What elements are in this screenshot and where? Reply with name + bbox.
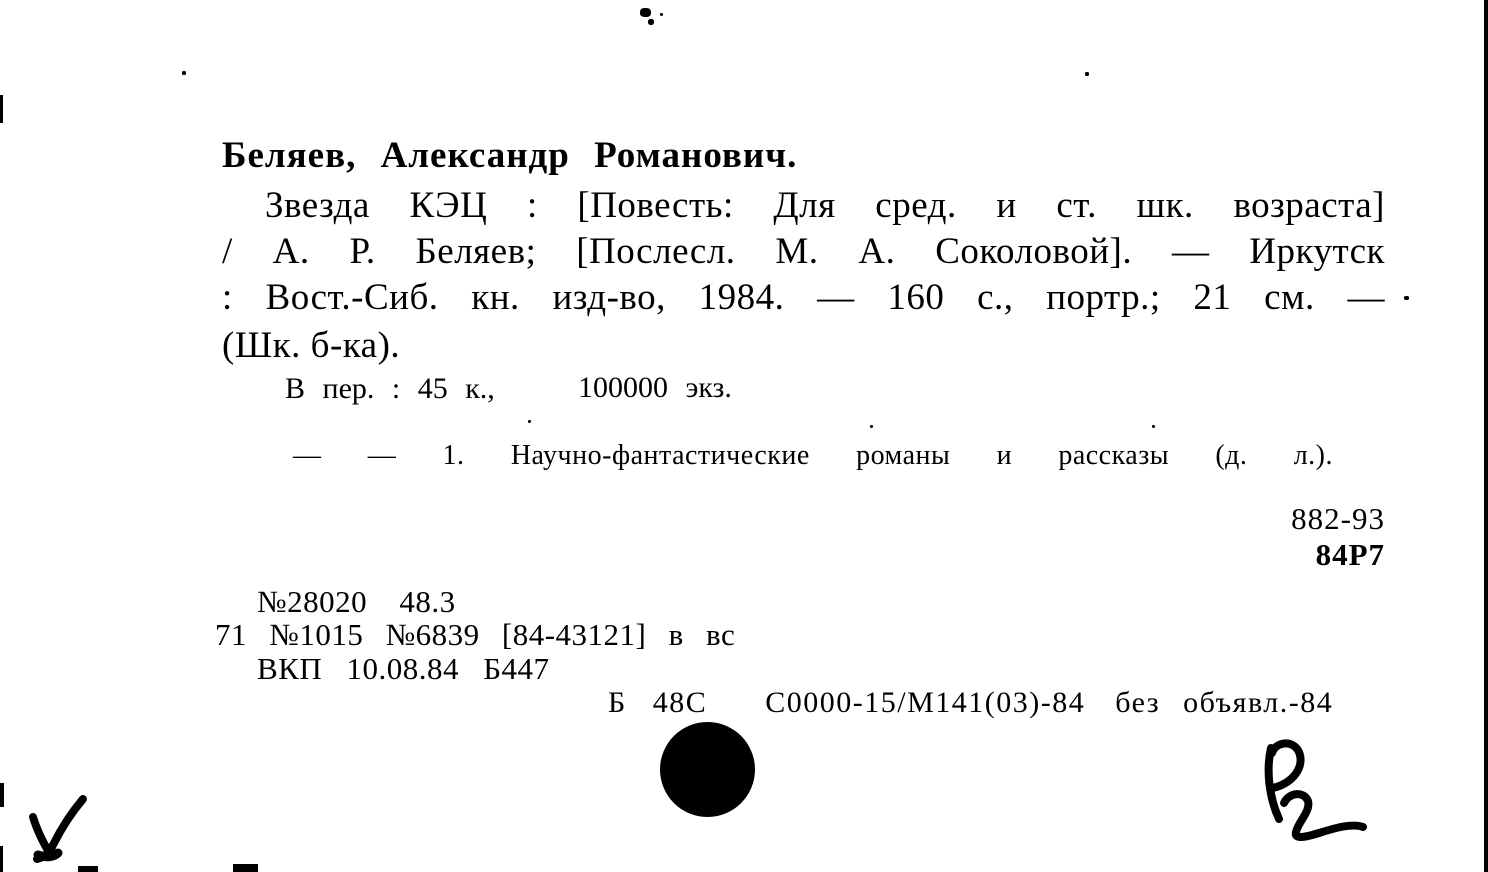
scan-edge-left-mark-2	[0, 783, 4, 807]
print-run: 100000 экз.	[578, 371, 732, 404]
ink-speck	[640, 8, 651, 17]
udc-number: 882-93	[1291, 501, 1385, 536]
handwritten-checkmark	[33, 799, 83, 859]
ink-speck	[1152, 425, 1155, 428]
series-line: (Шк. б-ка).	[222, 325, 401, 366]
order-code-part-3: С0000-15/М141(03)-84	[765, 686, 1086, 719]
bbk-number: 84Р7	[1315, 537, 1385, 572]
order-code-line	[608, 686, 1386, 720]
scan-edge-right	[1484, 0, 1488, 872]
ink-speck	[1404, 296, 1409, 300]
ink-speck	[660, 13, 663, 16]
statement-of-responsibility-line: / А. Р. Беляев; [Послесл. М. А. Соколовой]. — Иркутск	[222, 231, 1385, 272]
ink-speck	[648, 19, 654, 25]
title-line: Звезда КЭЦ : [Повесть: Для сред. и ст. шк. возраста]	[265, 185, 1385, 226]
order-code-part-2: 48С	[652, 686, 708, 719]
accession-line-3: ВКП 10.08.84 Б447	[257, 651, 550, 686]
ink-speck	[870, 425, 873, 428]
accession-line-1: №28020 48.3	[257, 584, 456, 619]
bottom-cutoff-mark-2	[233, 864, 258, 872]
bottom-cutoff-mark-1	[78, 866, 98, 872]
accession-line-2: 71 №1015 №6839 [84-43121] в вс	[215, 617, 736, 652]
order-code-part-1: Б	[608, 686, 627, 719]
ink-speck	[1085, 72, 1089, 76]
ink-speck	[182, 71, 186, 75]
imprint-line: : Вост.-Сиб. кн. изд-во, 1984. — 160 с., портр.; 21 см. —	[222, 277, 1385, 318]
order-code-part-4: без объявл.-84	[1115, 686, 1334, 719]
price-label: В пер. : 45 к.,	[285, 372, 495, 405]
ink-speck	[528, 420, 531, 423]
subject-line: — — 1. Научно-фантастические романы и рассказы (д. л.).	[293, 440, 1333, 471]
scan-edge-left-mark-3	[0, 846, 3, 872]
punch-hole	[660, 722, 755, 817]
scan-edge-left-mark-1	[0, 95, 3, 123]
handwritten-p2-note	[1269, 743, 1363, 837]
author-heading: Беляев, Александр Романович.	[222, 135, 798, 176]
